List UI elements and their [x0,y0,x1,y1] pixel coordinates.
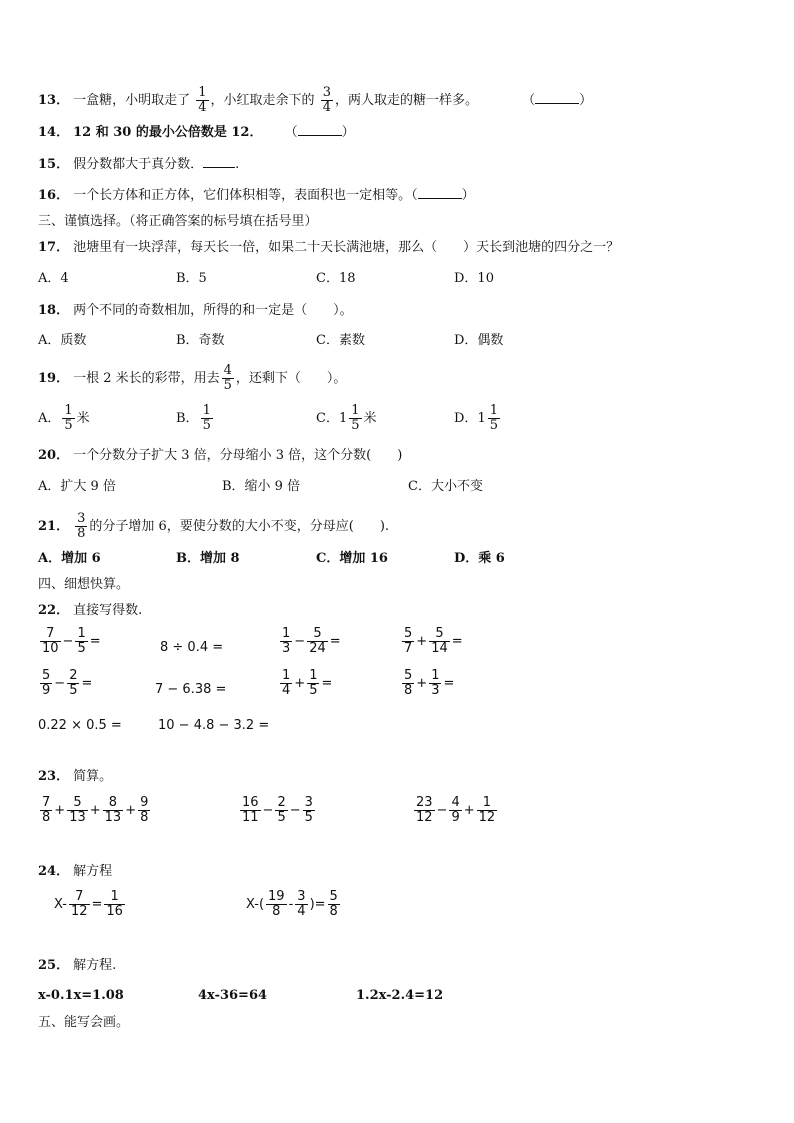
calc-expression: $\frac{5}{9}$ − $\frac{2}{5}$ = [42,668,93,698]
option-c[interactable]: C．增加 16 [316,551,388,566]
question-number: 21． [38,519,70,534]
fraction: $\frac{3}{8}$ [77,511,86,541]
question-text: 一盒糖，小明取走了 [73,93,191,108]
question-16 [38,186,475,206]
question-text: ，两人取走的糖一样多。 [334,93,478,108]
option-b[interactable]: B．奇数 [176,333,225,348]
simplify-expression-3: $\frac{23}{12}$ − $\frac{4}{9}$ + $\frac{1}{12}$ [416,795,496,825]
question-number: 18． [38,303,70,318]
question-text: 12 和 30 的最小公倍数是 12． [73,125,263,140]
question-text: ，还剩下（ ）。 [235,371,347,386]
question-text: 解方程 [73,864,113,879]
question-17 [38,238,619,258]
simplify-expression-2: $\frac{16}{11}$ − $\frac{2}{5}$ − $\frac{3}{5}$ [242,795,313,825]
option-a[interactable]: A．扩大 9 倍 [38,479,116,494]
question-22 [38,601,142,621]
section-heading: 五、能写会画。 [38,1015,130,1030]
answer-blank[interactable] [203,155,235,168]
question-number: 20． [38,448,70,463]
option-d[interactable]: D．偶数 [454,333,504,348]
question-number: 15． [38,157,70,172]
question-25 [38,956,116,976]
fraction: $\frac{1}{4}$ [198,85,207,115]
question-number: 17． [38,240,70,255]
question-number: 23． [38,769,70,784]
answer-paren[interactable]: （ ） [522,93,593,108]
question-text: 两个不同的奇数相加，所得的和一定是（ ）。 [73,303,353,318]
question-text: 一个长方体和正方体，它们体积相等，表面积也一定相等。 [73,188,412,203]
question-14 [38,123,355,143]
question-18 [38,301,353,321]
question-number: 22． [38,603,70,618]
equation: x-0.1x=1.08 [38,988,124,1003]
question-21 [38,512,389,541]
question-24 [38,862,112,882]
question-number: 13． [38,93,70,108]
question-15: 15． 假分数都大于真分数． . [38,157,240,172]
option-d[interactable]: D．1 $\frac{1}{5}$ [454,403,498,433]
calc-expression: $\frac{5}{8}$ + $\frac{1}{3}$ = [404,668,455,698]
option-d[interactable]: D．乘 6 [454,551,505,566]
equation-2: X-( $\frac{19}{8}$ - $\frac{3}{4}$ )= $\frac{5}{8}$ [246,889,338,919]
section-heading: 四、细想快算。 [38,577,130,592]
question-text: 一个分数分子扩大 3 倍，分母缩小 3 倍，这个分数( ) [73,448,403,463]
option-b[interactable]: B．增加 8 [176,551,240,566]
question-number: 19． [38,371,70,386]
question-19 [38,364,346,393]
question-text: 的分子增加 6，要使分数的大小不变，分母应( ). [89,519,390,534]
question-number: 16． [38,188,70,203]
question-text: 直接写得数. [73,603,143,618]
question-text: 假分数都大于真分数． [73,157,204,172]
question-text: 解方程. [73,958,117,973]
equation: 4x-36=64 [198,988,268,1003]
option-a[interactable]: A．4 [38,271,69,286]
calc-expression: $\frac{1}{3}$ − $\frac{5}{24}$ = [282,626,341,656]
option-a[interactable]: A．增加 6 [38,551,101,566]
simplify-expression-1: $\frac{7}{8}$ + $\frac{5}{13}$ + $\frac{8}{13}$ + $\frac{9}{8}$ [42,795,149,825]
fraction: $\frac{3}{4}$ [322,85,331,115]
equation-1: X- $\frac{7}{12}$ = $\frac{1}{16}$ [54,889,123,919]
question-text: ，小红取走余下的 [210,93,315,108]
option-b[interactable]: B．缩小 9 倍 [222,479,301,494]
option-c[interactable]: C．素数 [316,333,365,348]
calc-expression: $\frac{5}{7}$ + $\frac{5}{14}$ = [404,626,463,656]
section-heading: 三、谨慎选择。（将正确答案的标号填在括号里） [38,214,318,229]
option-c[interactable]: C．18 [316,271,356,286]
option-b[interactable]: B．5 [176,271,207,286]
question-23 [38,767,112,787]
equation: 1.2x-2.4=12 [356,988,444,1003]
option-b[interactable]: B． $\frac{1}{5}$ [176,403,211,433]
question-text: 一根 2 米长的彩带，用去 [73,371,220,386]
question-text: 简算。 [73,769,113,784]
calc-expression: $\frac{7}{10}$ − $\frac{1}{5}$ = [42,626,101,656]
option-d[interactable]: D．10 [454,271,494,286]
question-number: 25． [38,958,70,973]
answer-paren[interactable]: （ ） [284,125,355,140]
option-c[interactable]: C．1 $\frac{1}{5}$ 米 [316,403,377,433]
calc-expression: 10 − 4.8 − 3.2 = [158,718,270,733]
fraction: $\frac{4}{5}$ [223,363,232,393]
option-a[interactable]: A．质数 [38,333,87,348]
answer-paren[interactable]: （ ） [411,188,475,203]
question-number: 24． [38,864,70,879]
option-a[interactable]: A． $\frac{1}{5}$ 米 [38,403,90,433]
calc-expression: $\frac{1}{4}$ + $\frac{1}{5}$ = [282,668,333,698]
question-number: 14． [38,125,70,140]
calc-expression: 8 ÷ 0.4 = [160,640,224,655]
option-c[interactable]: C．大小不变 [408,479,483,494]
question-20 [38,446,402,466]
calc-expression: 0.22 × 0.5 = [38,718,122,733]
calc-expression: 7 − 6.38 = [155,682,227,697]
question-text: 池塘里有一块浮萍，每天长一倍，如果二十天长满池塘，那么（ ）天长到池塘的四分之一？ [73,240,620,255]
question-13 [38,86,592,115]
